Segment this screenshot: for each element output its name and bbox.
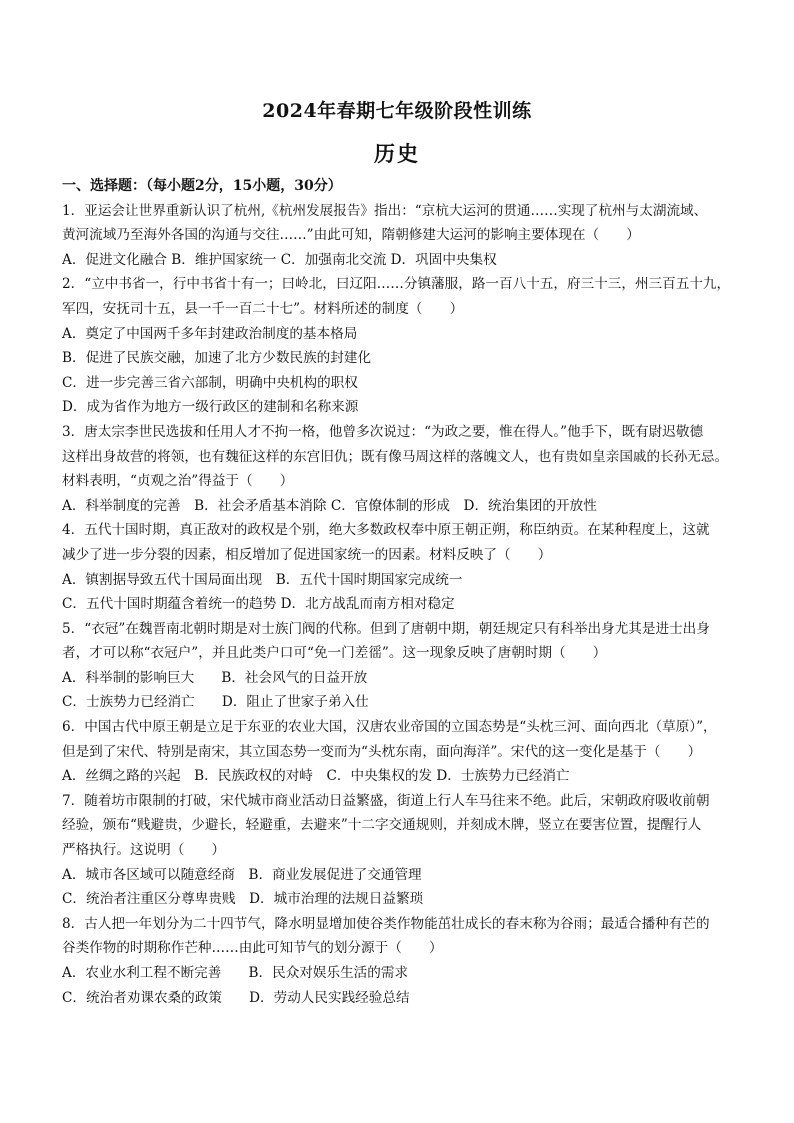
question-4-options-ab: A．镇割据导致五代十国局面出现 B．五代十国时期国家完成统一 (62, 571, 463, 588)
question-7-options-cd: C．统治者注重区分尊卑贵贱 D．城市治理的法规日益繁琐 (62, 891, 424, 908)
exam-title: 2024年春期七年级阶段性训练 (262, 100, 532, 122)
question-2-line-2: 军四，安抚司十五，县一千一百二十七”。材料所述的制度（ ） (62, 300, 464, 317)
question-content (62, 174, 734, 1010)
question-8-line-2: 谷类作物的时期称作芒种……由此可知节气的划分源于（ ） (62, 940, 443, 957)
question-2-option-a: A．奠定了中国两千多年封建政治制度的基本格局 (62, 325, 358, 342)
section-heading: 一、选择题：（每小题2分，15小题，30分） (62, 178, 342, 194)
question-6-line-1: 6．中国古代中原王朝是立足于东亚的农业大国，汉唐农业帝国的立国态势是“头枕三河、面向西北（草原）”， (62, 719, 717, 736)
question-4-line-2: 减少了进一步分裂的因素，相反增加了促进国家统一的因素。材料反映了（ ） (62, 546, 552, 563)
question-7-line-1: 7．随着坊市限制的打破，宋代城市商业活动日益繁盛，街道上行人车马往来不绝。此后，宋朝政府吸收前朝 (62, 792, 710, 809)
question-7-options-ab: A．城市各区域可以随意经商 B．商业发展促进了交通管理 (62, 866, 422, 883)
question-3-line-1: 3．唐太宗李世民选拔和任用人才不拘一格，他曾多次说过：“为政之要，惟在得人。”他手下，既有尉迟敬德 (62, 423, 704, 440)
question-2-line-1: 2．“立中书省一，行中书省十有一；曰岭北，曰辽阳……分镇藩服，路一百八十五，府三十三，州三百五十九， (62, 276, 731, 293)
question-7-line-3: 严格执行。这说明（ ） (62, 842, 226, 859)
question-6-options: A．丝绸之路的兴起 B．民族政权的对峙 C．中央集权的发 D．士族势力已经消亡 (62, 768, 570, 785)
question-3-line-3: 材料表明，“贞观之治”得益于（ ） (62, 473, 294, 490)
question-7-line-2: 经验，颁布“贱避贵，少避长，轻避重，去避来”十二字交通规则，并刻成木牌，竖立在要害位置，提醒行人 (62, 817, 702, 834)
question-1-line-2: 黄河流域乃至海外各国的沟通与交往……”由此可知，隋朝修建大运河的影响主要体现在（ ） (62, 227, 640, 244)
subject-title: 历史 (374, 141, 420, 166)
question-5-options-ab: A．科举制的影响巨大 B．社会风气的日益开放 (62, 669, 368, 686)
question-4-options-cd: C．五代十国时期蕴含着统一的趋势 D．北方战乱而南方相对稳定 (62, 596, 455, 613)
question-3-line-2: 这样出身故营的将领，也有魏征这样的东宫旧仇；既有像马周这样的落魄文人，也有贵如皇亲国戚的长孙无忌。 (62, 448, 729, 465)
question-5-line-2: 者，才可以称“衣冠户”，并且此类户口可“免一门差徭”。这一现象反映了唐朝时期（ ） (62, 645, 607, 662)
question-8-options-cd: C．统治者劝课农桑的政策 D．劳动人民实践经验总结 (62, 989, 410, 1006)
question-6-line-2: 但是到了宋代、特别是南宋，其立国态势一变而为“头枕东南，面向海洋”。宋代的这一变化是基于（ ） (62, 743, 702, 760)
question-2-option-c: C．进一步完善三省六部制，明确中央机构的职权 (62, 374, 358, 391)
question-8-options-ab: A．农业水利工程不断完善 B．民众对娱乐生活的需求 (62, 965, 409, 981)
question-2-option-b: B．促进了民族交融，加速了北方少数民族的封建化 (62, 350, 372, 367)
question-3-options: A．科举制度的完善 B．社会矛盾基本消除 C．官僚体制的形成 D．统治集团的开放性 (62, 497, 597, 514)
question-8-line-1: 8．古人把一年划分为二十四节气，降水明显增加使谷类作物能茁壮成长的春末称为谷雨；最适合播种有芒的 (62, 915, 710, 932)
question-1-line-1: 1．亚运会让世界重新认识了杭州,《杭州发展报告》指出：“京杭大运河的贯通……实现了杭州与太湖流域、 (62, 202, 708, 219)
question-2-option-d: D．成为省作为地方一级行政区的建制和名称来源 (62, 399, 359, 416)
question-4-line-1: 4．五代十国时期，真正敌对的政权是个别，绝大多数政权奉中原王朝正朔，称臣纳贡。在某种程度上，这就 (62, 522, 710, 539)
question-5-options-cd: C．士族势力已经消亡 D．阻止了世家子弟入仕 (62, 694, 369, 711)
question-1-options: A．促进文化融合 B．维护国家统一 C．加强南北交流 D．巩固中央集权 (62, 251, 497, 268)
question-5-line-1: 5．“衣冠”在魏晋南北朝时期是对士族门阀的代称。但到了唐朝中期，朝廷规定只有科举出身尤其是进士出身 (62, 620, 710, 637)
